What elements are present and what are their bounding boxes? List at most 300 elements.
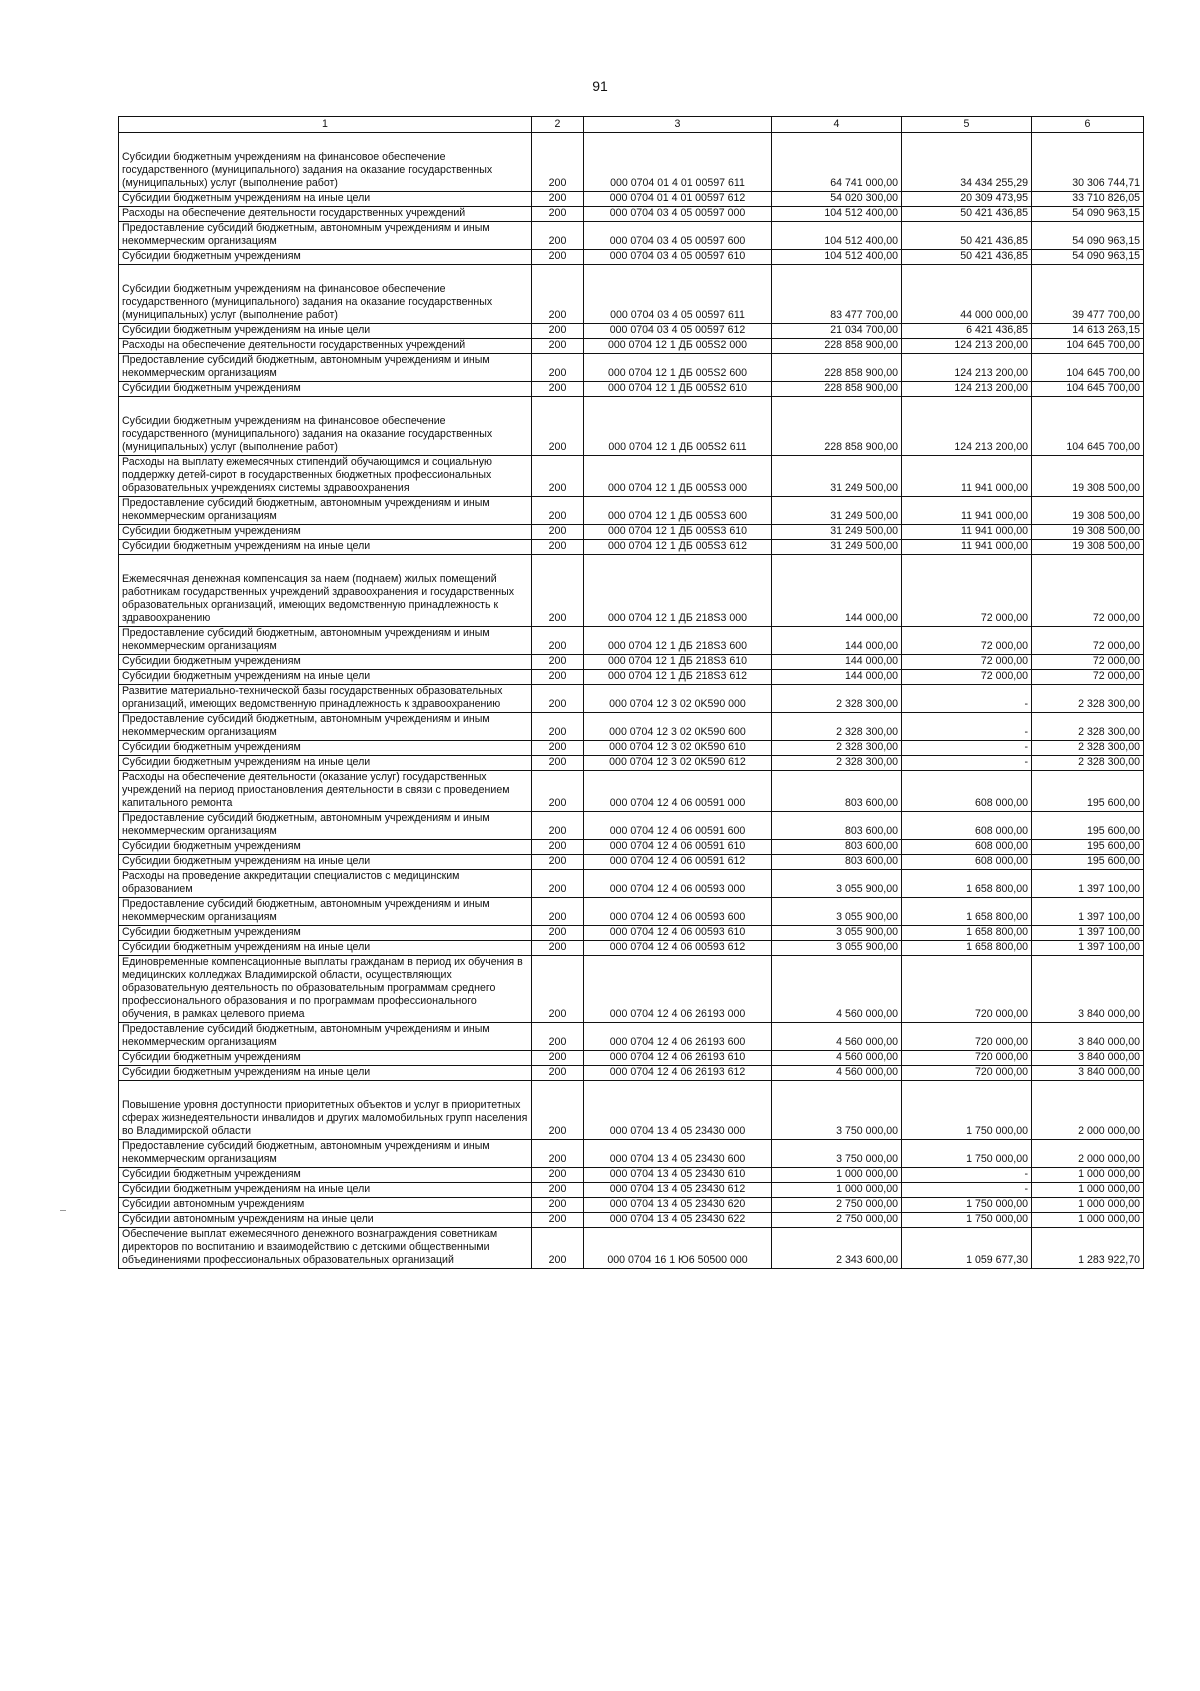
row-name-cell: Субсидии бюджетным учреждениям на финансовое обеспечение государственного (муниципального) задания на оказание государственных (муниципальных) услуг (выполнение работ) — [119, 133, 532, 192]
row-value-6-cell: 1 000 000,00 — [1032, 1183, 1144, 1198]
row-csr-cell: 000 0704 16 1 Ю6 50500 000 — [584, 1228, 772, 1269]
row-name-cell: Ежемесячная денежная компенсация за наем (поднаем) жилых помещений работникам государственных учреждений здравоохранения и государственных образовательных организаций, имеющих ведомственную принадлежность к здравоохранению — [119, 555, 532, 627]
row-value-4-cell: 54 020 300,00 — [772, 192, 902, 207]
row-value-5-cell: - — [902, 756, 1032, 771]
table-row — [119, 1140, 1144, 1168]
row-value-4-cell: 3 750 000,00 — [772, 1140, 902, 1168]
row-value-5-cell: 1 750 000,00 — [902, 1198, 1032, 1213]
row-csr-cell: 000 0704 12 3 02 0K590 000 — [584, 685, 772, 713]
table-row — [119, 339, 1144, 354]
row-value-5-cell: 720 000,00 — [902, 956, 1032, 1023]
table-row — [119, 898, 1144, 926]
table-row — [119, 685, 1144, 713]
row-value-4-cell: 2 328 300,00 — [772, 756, 902, 771]
row-csr-cell: 000 0704 03 4 05 00597 000 — [584, 207, 772, 222]
table-row — [119, 133, 1144, 192]
row-value-4-cell: 21 034 700,00 — [772, 324, 902, 339]
row-value-5-cell: 20 309 473,95 — [902, 192, 1032, 207]
row-value-6-cell: 3 840 000,00 — [1032, 1066, 1144, 1081]
row-name-cell: Субсидии бюджетным учреждениям — [119, 525, 532, 540]
row-value-4-cell: 4 560 000,00 — [772, 1066, 902, 1081]
row-value-6-cell: 2 000 000,00 — [1032, 1140, 1144, 1168]
row-csr-cell: 000 0704 12 4 06 26193 610 — [584, 1051, 772, 1066]
row-code-cell: 200 — [532, 133, 584, 192]
row-value-6-cell: 1 283 922,70 — [1032, 1228, 1144, 1269]
row-csr-cell: 000 0704 12 1 ДБ 218S3 000 — [584, 555, 772, 627]
row-value-5-cell: - — [902, 741, 1032, 756]
row-code-cell: 200 — [532, 1198, 584, 1213]
row-value-4-cell: 3 055 900,00 — [772, 870, 902, 898]
row-value-5-cell: 11 941 000,00 — [902, 540, 1032, 555]
row-value-6-cell: 1 397 100,00 — [1032, 898, 1144, 926]
row-code-cell: 200 — [532, 250, 584, 265]
row-value-6-cell: 195 600,00 — [1032, 771, 1144, 812]
row-value-5-cell: 11 941 000,00 — [902, 456, 1032, 497]
row-code-cell: 200 — [532, 456, 584, 497]
row-value-5-cell: 1 658 800,00 — [902, 926, 1032, 941]
row-code-cell: 200 — [532, 870, 584, 898]
row-csr-cell: 000 0704 12 1 ДБ 005S2 000 — [584, 339, 772, 354]
row-value-6-cell: 1 397 100,00 — [1032, 926, 1144, 941]
row-value-5-cell: 11 941 000,00 — [902, 525, 1032, 540]
row-csr-cell: 000 0704 12 4 06 26193 000 — [584, 956, 772, 1023]
table-row — [119, 756, 1144, 771]
row-value-4-cell: 31 249 500,00 — [772, 456, 902, 497]
row-code-cell: 200 — [532, 627, 584, 655]
row-code-cell: 200 — [532, 685, 584, 713]
row-name-cell: Расходы на выплату ежемесячных стипендий обучающимся и социальную поддержку детей-сирот в государственных бюджетных профессиональных образовательных учреждениях системы здравоохранения — [119, 456, 532, 497]
row-code-cell: 200 — [532, 756, 584, 771]
row-value-5-cell: 720 000,00 — [902, 1066, 1032, 1081]
table-row — [119, 1051, 1144, 1066]
table-row — [119, 771, 1144, 812]
row-value-4-cell: 144 000,00 — [772, 670, 902, 685]
row-csr-cell: 000 0704 12 3 02 0K590 612 — [584, 756, 772, 771]
row-value-5-cell: 50 421 436,85 — [902, 250, 1032, 265]
row-value-5-cell: 124 213 200,00 — [902, 339, 1032, 354]
row-value-4-cell: 104 512 400,00 — [772, 222, 902, 250]
row-code-cell: 200 — [532, 222, 584, 250]
row-value-6-cell: 104 645 700,00 — [1032, 397, 1144, 456]
row-value-6-cell: 1 000 000,00 — [1032, 1213, 1144, 1228]
table-row — [119, 941, 1144, 956]
row-value-6-cell: 72 000,00 — [1032, 555, 1144, 627]
row-name-cell: Расходы на проведение аккредитации специалистов с медицинским образованием — [119, 870, 532, 898]
row-name-cell: Единовременные компенсационные выплаты гражданам в период их обучения в медицинских колледжах Владимирской области, осуществляющих образовательную деятельность по образовательным программам среднего профессионального образования и по программам профессионального обучения, в рамках целевого приема — [119, 956, 532, 1023]
row-value-6-cell: 3 840 000,00 — [1032, 956, 1144, 1023]
row-csr-cell: 000 0704 12 4 06 00593 612 — [584, 941, 772, 956]
row-code-cell: 200 — [532, 840, 584, 855]
row-value-6-cell: 19 308 500,00 — [1032, 497, 1144, 525]
row-code-cell: 200 — [532, 324, 584, 339]
row-value-5-cell: - — [902, 685, 1032, 713]
row-value-4-cell: 3 750 000,00 — [772, 1081, 902, 1140]
row-value-5-cell: - — [902, 1183, 1032, 1198]
row-value-4-cell: 4 560 000,00 — [772, 1051, 902, 1066]
row-name-cell: Субсидии бюджетным учреждениям на иные цели — [119, 756, 532, 771]
row-value-4-cell: 83 477 700,00 — [772, 265, 902, 324]
column-header-4: 4 — [772, 117, 902, 133]
row-csr-cell: 000 0704 12 1 ДБ 005S2 610 — [584, 382, 772, 397]
row-csr-cell: 000 0704 03 4 05 00597 610 — [584, 250, 772, 265]
table-row — [119, 812, 1144, 840]
row-name-cell: Предоставление субсидий бюджетным, автономным учреждениям и иным некоммерческим организациям — [119, 713, 532, 741]
column-header-3: 3 — [584, 117, 772, 133]
row-value-5-cell: - — [902, 713, 1032, 741]
table-row — [119, 855, 1144, 870]
row-name-cell: Расходы на обеспечение деятельности государственных учреждений — [119, 339, 532, 354]
row-value-6-cell: 2 328 300,00 — [1032, 756, 1144, 771]
row-name-cell: Предоставление субсидий бюджетным, автономным учреждениям и иным некоммерческим организациям — [119, 1023, 532, 1051]
table-row — [119, 250, 1144, 265]
row-value-6-cell: 72 000,00 — [1032, 670, 1144, 685]
row-value-5-cell: 608 000,00 — [902, 840, 1032, 855]
row-value-5-cell: 34 434 255,29 — [902, 133, 1032, 192]
table-row — [119, 1213, 1144, 1228]
row-value-6-cell: 33 710 826,05 — [1032, 192, 1144, 207]
row-value-6-cell: 195 600,00 — [1032, 855, 1144, 870]
row-value-4-cell: 104 512 400,00 — [772, 250, 902, 265]
row-value-5-cell: 11 941 000,00 — [902, 497, 1032, 525]
row-value-5-cell: 1 658 800,00 — [902, 941, 1032, 956]
table-row — [119, 627, 1144, 655]
row-code-cell: 200 — [532, 941, 584, 956]
row-csr-cell: 000 0704 01 4 01 00597 611 — [584, 133, 772, 192]
row-value-5-cell: 50 421 436,85 — [902, 222, 1032, 250]
table-row — [119, 354, 1144, 382]
row-value-4-cell: 64 741 000,00 — [772, 133, 902, 192]
column-header-6: 6 — [1032, 117, 1144, 133]
row-name-cell: Предоставление субсидий бюджетным, автономным учреждениям и иным некоммерческим организациям — [119, 812, 532, 840]
table-row — [119, 956, 1144, 1023]
row-code-cell: 200 — [532, 1051, 584, 1066]
table-row — [119, 1066, 1144, 1081]
table-row — [119, 265, 1144, 324]
row-value-4-cell: 228 858 900,00 — [772, 397, 902, 456]
row-value-5-cell: 50 421 436,85 — [902, 207, 1032, 222]
row-value-4-cell: 31 249 500,00 — [772, 540, 902, 555]
margin-mark — [60, 1210, 66, 1211]
row-name-cell: Обеспечение выплат ежемесячного денежного вознаграждения советникам директоров по воспитанию и взаимодействию с детскими общественными объединениями профессиональных образовательных организаций — [119, 1228, 532, 1269]
row-name-cell: Субсидии бюджетным учреждениям на иные цели — [119, 192, 532, 207]
row-csr-cell: 000 0704 12 4 06 00591 600 — [584, 812, 772, 840]
row-csr-cell: 000 0704 12 1 ДБ 005S3 600 — [584, 497, 772, 525]
row-name-cell: Субсидии бюджетным учреждениям на иные цели — [119, 670, 532, 685]
row-value-6-cell: 1 397 100,00 — [1032, 941, 1144, 956]
row-name-cell: Субсидии автономным учреждениям — [119, 1198, 532, 1213]
row-csr-cell: 000 0704 03 4 05 00597 611 — [584, 265, 772, 324]
row-name-cell: Предоставление субсидий бюджетным, автономным учреждениям и иным некоммерческим организациям — [119, 497, 532, 525]
row-value-4-cell: 2 328 300,00 — [772, 713, 902, 741]
row-value-4-cell: 2 750 000,00 — [772, 1198, 902, 1213]
row-value-4-cell: 803 600,00 — [772, 855, 902, 870]
row-csr-cell: 000 0704 13 4 05 23430 000 — [584, 1081, 772, 1140]
row-name-cell: Субсидии автономным учреждениям на иные цели — [119, 1213, 532, 1228]
row-name-cell: Субсидии бюджетным учреждениям на иные цели — [119, 1183, 532, 1198]
row-value-5-cell: 1 658 800,00 — [902, 898, 1032, 926]
row-name-cell: Повышение уровня доступности приоритетных объектов и услуг в приоритетных сферах жизнедеятельности инвалидов и других маломобильных групп населения во Владимирской области — [119, 1081, 532, 1140]
table-row — [119, 497, 1144, 525]
table-row — [119, 540, 1144, 555]
row-value-5-cell: 6 421 436,85 — [902, 324, 1032, 339]
row-code-cell: 200 — [532, 540, 584, 555]
row-code-cell: 200 — [532, 497, 584, 525]
row-value-6-cell: 54 090 963,15 — [1032, 222, 1144, 250]
row-value-5-cell: 608 000,00 — [902, 855, 1032, 870]
row-value-4-cell: 803 600,00 — [772, 771, 902, 812]
row-code-cell: 200 — [532, 1183, 584, 1198]
row-csr-cell: 000 0704 13 4 05 23430 610 — [584, 1168, 772, 1183]
row-name-cell: Субсидии бюджетным учреждениям — [119, 250, 532, 265]
table-row — [119, 525, 1144, 540]
row-csr-cell: 000 0704 12 1 ДБ 218S3 610 — [584, 655, 772, 670]
table-row — [119, 1081, 1144, 1140]
row-name-cell: Предоставление субсидий бюджетным, автономным учреждениям и иным некоммерческим организациям — [119, 627, 532, 655]
page-number: 91 — [592, 78, 608, 94]
row-csr-cell: 000 0704 12 4 06 00591 612 — [584, 855, 772, 870]
row-value-6-cell: 2 328 300,00 — [1032, 741, 1144, 756]
row-name-cell: Субсидии бюджетным учреждениям — [119, 840, 532, 855]
row-csr-cell: 000 0704 12 1 ДБ 005S3 610 — [584, 525, 772, 540]
row-name-cell: Предоставление субсидий бюджетным, автономным учреждениям и иным некоммерческим организациям — [119, 222, 532, 250]
row-name-cell: Субсидии бюджетным учреждениям — [119, 382, 532, 397]
row-value-6-cell: 104 645 700,00 — [1032, 339, 1144, 354]
row-value-4-cell: 3 055 900,00 — [772, 898, 902, 926]
row-name-cell: Предоставление субсидий бюджетным, автономным учреждениям и иным некоммерческим организациям — [119, 354, 532, 382]
row-value-5-cell: 124 213 200,00 — [902, 354, 1032, 382]
row-code-cell: 200 — [532, 1213, 584, 1228]
row-value-4-cell: 3 055 900,00 — [772, 941, 902, 956]
row-value-5-cell: 1 750 000,00 — [902, 1213, 1032, 1228]
row-value-6-cell: 19 308 500,00 — [1032, 525, 1144, 540]
row-value-6-cell: 2 000 000,00 — [1032, 1081, 1144, 1140]
row-value-6-cell: 72 000,00 — [1032, 655, 1144, 670]
row-name-cell: Развитие материально-технической базы государственных образовательных организаций, имеющих ведомственную принадлежность к здравоохранению — [119, 685, 532, 713]
row-value-6-cell: 19 308 500,00 — [1032, 456, 1144, 497]
row-value-6-cell: 54 090 963,15 — [1032, 207, 1144, 222]
row-value-5-cell: 72 000,00 — [902, 670, 1032, 685]
row-value-5-cell: 1 750 000,00 — [902, 1081, 1032, 1140]
row-csr-cell: 000 0704 12 4 06 00591 000 — [584, 771, 772, 812]
row-code-cell: 200 — [532, 655, 584, 670]
row-value-4-cell: 4 560 000,00 — [772, 956, 902, 1023]
row-value-5-cell: 1 658 800,00 — [902, 870, 1032, 898]
row-csr-cell: 000 0704 01 4 01 00597 612 — [584, 192, 772, 207]
row-csr-cell: 000 0704 12 4 06 00591 610 — [584, 840, 772, 855]
row-value-4-cell: 228 858 900,00 — [772, 354, 902, 382]
row-value-5-cell: 608 000,00 — [902, 771, 1032, 812]
column-header-2: 2 — [532, 117, 584, 133]
row-value-6-cell: 19 308 500,00 — [1032, 540, 1144, 555]
row-value-4-cell: 228 858 900,00 — [772, 339, 902, 354]
row-value-4-cell: 1 000 000,00 — [772, 1168, 902, 1183]
row-value-6-cell: 1 000 000,00 — [1032, 1168, 1144, 1183]
row-value-4-cell: 2 750 000,00 — [772, 1213, 902, 1228]
row-code-cell: 200 — [532, 1168, 584, 1183]
row-csr-cell: 000 0704 12 4 06 26193 600 — [584, 1023, 772, 1051]
row-code-cell: 200 — [532, 771, 584, 812]
row-csr-cell: 000 0704 12 4 06 00593 610 — [584, 926, 772, 941]
row-name-cell: Субсидии бюджетным учреждениям на иные цели — [119, 941, 532, 956]
row-name-cell: Субсидии бюджетным учреждениям на иные цели — [119, 855, 532, 870]
row-name-cell: Субсидии бюджетным учреждениям — [119, 926, 532, 941]
row-name-cell: Субсидии бюджетным учреждениям на иные цели — [119, 540, 532, 555]
table-row — [119, 382, 1144, 397]
row-code-cell: 200 — [532, 525, 584, 540]
row-value-5-cell: 72 000,00 — [902, 655, 1032, 670]
row-csr-cell: 000 0704 13 4 05 23430 600 — [584, 1140, 772, 1168]
row-name-cell: Субсидии бюджетным учреждениям на финансовое обеспечение государственного (муниципального) задания на оказание государственных (муниципальных) услуг (выполнение работ) — [119, 397, 532, 456]
row-name-cell: Субсидии бюджетным учреждениям — [119, 741, 532, 756]
row-csr-cell: 000 0704 13 4 05 23430 612 — [584, 1183, 772, 1198]
row-value-5-cell: 608 000,00 — [902, 812, 1032, 840]
table-row — [119, 1228, 1144, 1269]
row-value-4-cell: 144 000,00 — [772, 627, 902, 655]
row-value-4-cell: 2 343 600,00 — [772, 1228, 902, 1269]
row-code-cell: 200 — [532, 713, 584, 741]
row-code-cell: 200 — [532, 397, 584, 456]
row-value-6-cell: 195 600,00 — [1032, 812, 1144, 840]
row-value-6-cell: 54 090 963,15 — [1032, 250, 1144, 265]
row-value-6-cell: 2 328 300,00 — [1032, 685, 1144, 713]
row-value-4-cell: 803 600,00 — [772, 812, 902, 840]
row-csr-cell: 000 0704 12 3 02 0K590 600 — [584, 713, 772, 741]
table-row — [119, 324, 1144, 339]
row-code-cell: 200 — [532, 1140, 584, 1168]
row-csr-cell: 000 0704 12 1 ДБ 218S3 612 — [584, 670, 772, 685]
table-row — [119, 1168, 1144, 1183]
table-row — [119, 926, 1144, 941]
table-row — [119, 207, 1144, 222]
row-csr-cell: 000 0704 12 1 ДБ 005S2 600 — [584, 354, 772, 382]
table-row — [119, 741, 1144, 756]
row-value-5-cell: 72 000,00 — [902, 627, 1032, 655]
row-value-4-cell: 31 249 500,00 — [772, 497, 902, 525]
row-value-4-cell: 1 000 000,00 — [772, 1183, 902, 1198]
row-code-cell: 200 — [532, 855, 584, 870]
row-code-cell: 200 — [532, 1081, 584, 1140]
table-row — [119, 840, 1144, 855]
row-csr-cell: 000 0704 12 1 ДБ 218S3 600 — [584, 627, 772, 655]
row-value-6-cell: 72 000,00 — [1032, 627, 1144, 655]
row-value-5-cell: 1 059 677,30 — [902, 1228, 1032, 1269]
row-name-cell: Расходы на обеспечение деятельности государственных учреждений — [119, 207, 532, 222]
row-name-cell: Субсидии бюджетным учреждениям на финансовое обеспечение государственного (муниципального) задания на оказание государственных (муниципальных) услуг (выполнение работ) — [119, 265, 532, 324]
row-csr-cell: 000 0704 13 4 05 23430 620 — [584, 1198, 772, 1213]
row-name-cell: Расходы на обеспечение деятельности (оказание услуг) государственных учреждений на период приостановления деятельности в связи с проведением капитального ремонта — [119, 771, 532, 812]
row-value-5-cell: 124 213 200,00 — [902, 382, 1032, 397]
table-row — [119, 1023, 1144, 1051]
row-value-6-cell: 3 840 000,00 — [1032, 1023, 1144, 1051]
row-value-6-cell: 195 600,00 — [1032, 840, 1144, 855]
row-value-4-cell: 31 249 500,00 — [772, 525, 902, 540]
row-value-5-cell: - — [902, 1168, 1032, 1183]
row-value-4-cell: 144 000,00 — [772, 555, 902, 627]
row-csr-cell: 000 0704 12 1 ДБ 005S3 612 — [584, 540, 772, 555]
row-code-cell: 200 — [532, 207, 584, 222]
row-name-cell: Предоставление субсидий бюджетным, автономным учреждениям и иным некоммерческим организациям — [119, 1140, 532, 1168]
budget-table — [118, 116, 1144, 1269]
row-code-cell: 200 — [532, 265, 584, 324]
table-row — [119, 870, 1144, 898]
row-name-cell: Предоставление субсидий бюджетным, автономным учреждениям и иным некоммерческим организациям — [119, 898, 532, 926]
row-value-6-cell: 104 645 700,00 — [1032, 382, 1144, 397]
row-value-4-cell: 2 328 300,00 — [772, 685, 902, 713]
row-value-4-cell: 228 858 900,00 — [772, 382, 902, 397]
row-value-5-cell: 720 000,00 — [902, 1023, 1032, 1051]
table-row — [119, 655, 1144, 670]
row-csr-cell: 000 0704 12 1 ДБ 005S3 000 — [584, 456, 772, 497]
header-row — [119, 117, 1144, 133]
row-value-6-cell: 30 306 744,71 — [1032, 133, 1144, 192]
row-code-cell: 200 — [532, 898, 584, 926]
row-name-cell: Субсидии бюджетным учреждениям — [119, 1168, 532, 1183]
row-code-cell: 200 — [532, 670, 584, 685]
row-code-cell: 200 — [532, 812, 584, 840]
table-row — [119, 1198, 1144, 1213]
row-code-cell: 200 — [532, 354, 584, 382]
row-value-4-cell: 3 055 900,00 — [772, 926, 902, 941]
table-header — [119, 117, 1144, 133]
row-value-6-cell: 39 477 700,00 — [1032, 265, 1144, 324]
row-code-cell: 200 — [532, 956, 584, 1023]
row-code-cell: 200 — [532, 926, 584, 941]
table-row — [119, 670, 1144, 685]
row-value-6-cell: 3 840 000,00 — [1032, 1051, 1144, 1066]
row-value-5-cell: 124 213 200,00 — [902, 397, 1032, 456]
row-csr-cell: 000 0704 12 4 06 00593 000 — [584, 870, 772, 898]
table-row — [119, 192, 1144, 207]
row-value-6-cell: 1 000 000,00 — [1032, 1198, 1144, 1213]
row-value-4-cell: 803 600,00 — [772, 840, 902, 855]
row-csr-cell: 000 0704 03 4 05 00597 612 — [584, 324, 772, 339]
row-value-6-cell: 1 397 100,00 — [1032, 870, 1144, 898]
table-row — [119, 222, 1144, 250]
row-value-4-cell: 2 328 300,00 — [772, 741, 902, 756]
row-value-5-cell: 44 000 000,00 — [902, 265, 1032, 324]
table-row — [119, 1183, 1144, 1198]
row-csr-cell: 000 0704 12 4 06 00593 600 — [584, 898, 772, 926]
row-code-cell: 200 — [532, 382, 584, 397]
row-value-5-cell: 72 000,00 — [902, 555, 1032, 627]
row-csr-cell: 000 0704 12 3 02 0K590 610 — [584, 741, 772, 756]
column-header-1: 1 — [119, 117, 532, 133]
table-row — [119, 555, 1144, 627]
row-value-6-cell: 14 613 263,15 — [1032, 324, 1144, 339]
row-code-cell: 200 — [532, 555, 584, 627]
row-code-cell: 200 — [532, 741, 584, 756]
table-row — [119, 713, 1144, 741]
row-code-cell: 200 — [532, 1228, 584, 1269]
row-csr-cell: 000 0704 12 1 ДБ 005S2 611 — [584, 397, 772, 456]
row-name-cell: Субсидии бюджетным учреждениям на иные цели — [119, 324, 532, 339]
column-header-5: 5 — [902, 117, 1032, 133]
row-code-cell: 200 — [532, 192, 584, 207]
row-value-6-cell: 104 645 700,00 — [1032, 354, 1144, 382]
row-value-6-cell: 2 328 300,00 — [1032, 713, 1144, 741]
row-code-cell: 200 — [532, 1066, 584, 1081]
row-value-4-cell: 4 560 000,00 — [772, 1023, 902, 1051]
row-value-5-cell: 1 750 000,00 — [902, 1140, 1032, 1168]
row-code-cell: 200 — [532, 339, 584, 354]
row-value-4-cell: 144 000,00 — [772, 655, 902, 670]
row-value-4-cell: 104 512 400,00 — [772, 207, 902, 222]
row-csr-cell: 000 0704 13 4 05 23430 622 — [584, 1213, 772, 1228]
table-row — [119, 456, 1144, 497]
row-name-cell: Субсидии бюджетным учреждениям на иные цели — [119, 1066, 532, 1081]
table-row — [119, 397, 1144, 456]
row-name-cell: Субсидии бюджетным учреждениям — [119, 655, 532, 670]
